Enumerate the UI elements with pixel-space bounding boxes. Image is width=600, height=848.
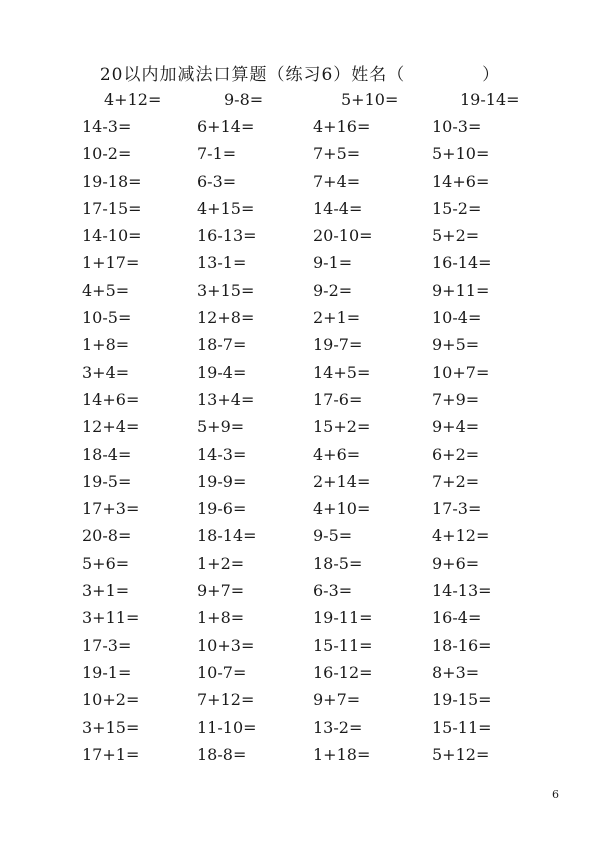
problem: 1+2= [197,553,245,573]
problem: 3+15= [197,280,255,300]
problem: 10-7= [197,662,247,682]
problem: 3+1= [82,581,130,601]
problem: 15-11= [313,635,373,655]
problem: 10-5= [82,308,132,328]
problem: 4+12= [104,90,162,109]
problem: 10-3= [432,117,482,136]
problem: 10+2= [82,690,140,710]
problem: 7+2= [432,471,480,491]
problem: 4+16= [313,117,371,136]
problem: 17-3= [82,635,132,655]
problem: 20-10= [313,226,373,246]
problem: 6+2= [432,444,480,464]
worksheet-title: 20以内加减法口算题（练习6）姓名（ ） [99,65,501,85]
problem: 13-1= [197,253,247,273]
problem: 10-2= [82,144,132,164]
problem: 19-6= [197,499,247,519]
problem: 10+7= [432,362,490,382]
problem: 6+14= [197,117,255,136]
page-number: 6 [552,788,559,801]
problem: 7+4= [313,171,361,191]
problem: 17-6= [313,389,363,409]
problem: 7+9= [432,389,480,409]
problem: 14+5= [313,362,371,382]
problem: 7+5= [313,144,361,164]
problem: 18-5= [313,553,363,573]
problem: 9-8= [224,90,264,109]
problem: 8+3= [432,662,480,682]
problem: 2+14= [313,471,371,491]
problem: 9+11= [432,280,490,300]
problem: 12+8= [197,308,255,328]
problem: 4+10= [313,499,371,519]
problem: 3+15= [82,717,140,737]
problem: 4+6= [313,444,361,464]
problem: 14+6= [82,389,140,409]
problem: 5+6= [82,553,130,573]
problem: 13+4= [197,389,255,409]
problem: 19-5= [82,471,132,491]
problem: 2+1= [313,308,361,328]
problem: 14-3= [82,117,132,136]
problem: 10-4= [432,308,482,328]
header-problem-row [0,90,600,112]
problem: 15-11= [432,717,492,737]
problem: 17+1= [82,744,140,764]
problem: 16-12= [313,662,373,682]
problem: 9+7= [197,581,245,601]
problem: 14-13= [432,581,492,601]
problem: 9+4= [432,417,480,437]
problem: 14-3= [197,444,247,464]
problem: 9+6= [432,553,480,573]
problem: 10+3= [197,635,255,655]
problem: 4+5= [82,280,130,300]
problem: 19-14= [460,90,520,109]
problem: 6-3= [197,171,237,191]
problem: 17-15= [82,198,142,218]
problem: 6-3= [313,581,353,601]
problem: 13-2= [313,717,363,737]
problem: 16-4= [432,608,482,628]
problem: 14-4= [313,198,363,218]
problem: 1+8= [197,608,245,628]
problem: 19-9= [197,471,247,491]
problem: 4+15= [197,198,255,218]
problem: 18-4= [82,444,132,464]
problem: 5+9= [197,417,245,437]
problem: 18-14= [197,526,257,546]
problem: 14+6= [432,171,490,191]
problem: 1+17= [82,253,140,273]
problem: 9+7= [313,690,361,710]
problem: 19-18= [82,171,142,191]
problem: 12+4= [82,417,140,437]
problem: 1+18= [313,744,371,764]
problem: 1+8= [82,335,130,355]
problem: 3+4= [82,362,130,382]
problem: 19-4= [197,362,247,382]
problem: 11-10= [197,717,257,737]
problem: 5+10= [432,144,490,164]
problem: 7+12= [197,690,255,710]
problem: 5+2= [432,226,480,246]
problem: 9-2= [313,280,353,300]
problem: 9-5= [313,526,353,546]
problem: 19-7= [313,335,363,355]
problem: 9+5= [432,335,480,355]
problem: 4+12= [432,526,490,546]
problem: 9-1= [313,253,353,273]
problem: 16-14= [432,253,492,273]
problem: 15-2= [432,198,482,218]
problem: 20-8= [82,526,132,546]
problem: 14-10= [82,226,142,246]
problem: 18-8= [197,744,247,764]
problem: 16-13= [197,226,257,246]
problem: 17-3= [432,499,482,519]
problem: 19-11= [313,608,373,628]
problem: 18-7= [197,335,247,355]
problem: 19-15= [432,690,492,710]
problem: 18-16= [432,635,492,655]
problem: 3+11= [82,608,140,628]
problem: 7-1= [197,144,237,164]
problem: 5+12= [432,744,490,764]
problem: 5+10= [341,90,399,109]
problem: 17+3= [82,499,140,519]
problem: 19-1= [82,662,132,682]
problem: 15+2= [313,417,371,437]
